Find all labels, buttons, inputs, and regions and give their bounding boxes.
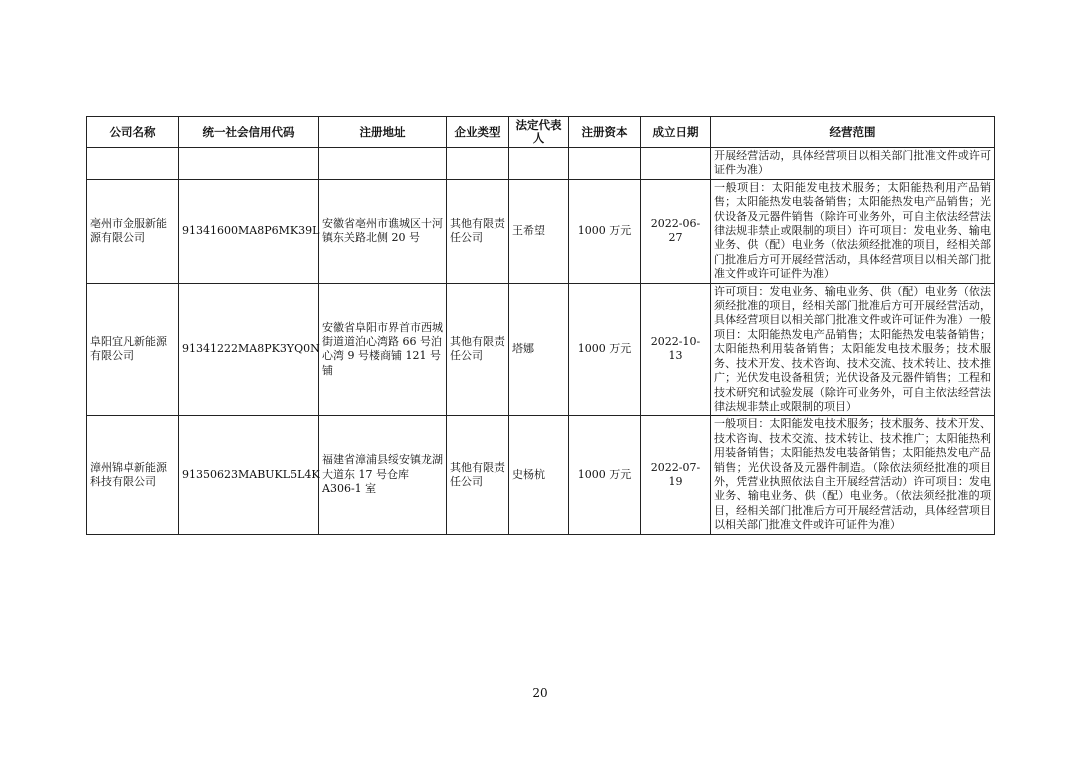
cell-business-scope: 一般项目：太阳能发电技术服务；太阳能热利用产品销售；太阳能热发电装备销售；太阳能热发电产品销售；光伏设备及元器件销售（除许可业务外，可自主依法经营法律法规非禁止或限制的项目）许可项目：发电业务、输电业务、供（配）电业务（依法须经批准的项目，经相关部门批准后方可开展经营活动，具体经营项目以相关部门批准文件或许可证件为准） <box>711 179 995 283</box>
cell-company-type: 其他有限责任公司 <box>447 179 509 283</box>
cell-business-scope: 一般项目：太阳能发电技术服务；技术服务、技术开发、技术咨询、技术交流、技术转让、技术推广；太阳能热利用装备销售；太阳能热发电装备销售；太阳能热发电产品销售；光伏设备及元器件制造。（除依法须经批准的项目外，凭营业执照依法自主开展经营活动）许可项目：发电业务、输电业务、供（配）电业务。（依法须经批准的项目，经相关部门批准后方可开展经营活动，具体经营项目以相关部门批准文件或许可证件为准） <box>711 416 995 534</box>
cell-empty <box>447 148 509 180</box>
cell-empty <box>87 148 179 180</box>
cell-legal-rep: 史杨杭 <box>509 416 569 534</box>
header-credit-code: 统一社会信用代码 <box>179 117 319 148</box>
cell-empty <box>641 148 711 180</box>
cell-capital: 1000 万元 <box>569 283 641 416</box>
header-company-name: 公司名称 <box>87 117 179 148</box>
cell-legal-rep: 王希望 <box>509 179 569 283</box>
cell-address: 安徽省亳州市谯城区十河镇东关路北侧 20 号 <box>319 179 447 283</box>
header-founded-date: 成立日期 <box>641 117 711 148</box>
cell-credit-code: 91341222MA8PK3YQ0N <box>179 283 319 416</box>
table-row-continuation <box>87 148 995 180</box>
header-company-type: 企业类型 <box>447 117 509 148</box>
cell-legal-rep: 塔娜 <box>509 283 569 416</box>
cell-empty <box>509 148 569 180</box>
cell-capital: 1000 万元 <box>569 416 641 534</box>
cell-empty <box>179 148 319 180</box>
company-info-table <box>86 116 995 535</box>
cell-company-name: 漳州锦卓新能源科技有限公司 <box>87 416 179 534</box>
cell-business-scope: 开展经营活动，具体经营项目以相关部门批准文件或许可证件为准） <box>711 148 995 180</box>
cell-empty <box>319 148 447 180</box>
cell-address: 安徽省阜阳市界首市西城街道道泊心湾路 66 号泊心湾 9 号楼商铺 121 号铺 <box>319 283 447 416</box>
cell-credit-code: 91350623MABUKL5L4K <box>179 416 319 534</box>
cell-founded-date: 2022-06-27 <box>641 179 711 283</box>
cell-founded-date: 2022-07-19 <box>641 416 711 534</box>
table-row <box>87 416 995 534</box>
page-number: 20 <box>532 686 548 700</box>
cell-business-scope: 许可项目：发电业务、输电业务、供（配）电业务（依法须经批准的项目，经相关部门批准后方可开展经营活动，具体经营项目以相关部门批准文件或许可证件为准）一般项目：太阳能热发电产品销售；太阳能热发电装备销售；太阳能热利用装备销售；太阳能发电技术服务；技术服务、技术开发、技术咨询、技术交流、技术转让、技术推广；光伏发电设备租赁；光伏设备及元器件销售；工程和技术研究和试验发展（除许可业务外，可自主依法经营法律法规非禁止或限制的项目） <box>711 283 995 416</box>
header-address: 注册地址 <box>319 117 447 148</box>
cell-credit-code: 91341600MA8P6MK39L <box>179 179 319 283</box>
cell-empty <box>569 148 641 180</box>
table-row <box>87 179 995 283</box>
cell-founded-date: 2022-10-13 <box>641 283 711 416</box>
header-capital: 注册资本 <box>569 117 641 148</box>
cell-address: 福建省漳浦县绥安镇龙湖大道东 17 号仓库 A306-1 室 <box>319 416 447 534</box>
header-legal-rep: 法定代表人 <box>509 117 569 148</box>
cell-capital: 1000 万元 <box>569 179 641 283</box>
cell-company-type: 其他有限责任公司 <box>447 283 509 416</box>
cell-company-type: 其他有限责任公司 <box>447 416 509 534</box>
cell-company-name: 阜阳宜凡新能源有限公司 <box>87 283 179 416</box>
table-row <box>87 283 995 416</box>
header-business-scope: 经营范围 <box>711 117 995 148</box>
table-header-row <box>87 117 995 148</box>
cell-company-name: 亳州市金服新能源有限公司 <box>87 179 179 283</box>
